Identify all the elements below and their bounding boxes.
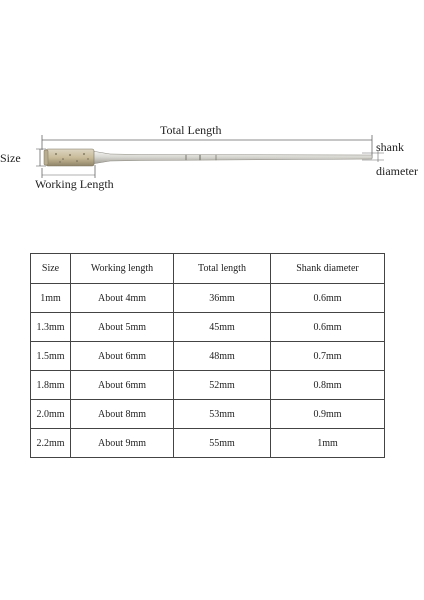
cell-working-length: About 4mm [71, 284, 174, 313]
cell-shank-diameter: 0.7mm [271, 342, 385, 371]
cell-size: 1.8mm [31, 371, 71, 400]
cell-shank-diameter: 0.6mm [271, 313, 385, 342]
table-row [31, 400, 385, 429]
cell-size: 2.2mm [31, 429, 71, 458]
cell-total-length: 36mm [174, 284, 271, 313]
cell-shank-diameter: 1mm [271, 429, 385, 458]
header-shank-diameter: Shank diameter [271, 254, 385, 284]
drill-bit-diagram [0, 0, 424, 210]
cell-total-length: 53mm [174, 400, 271, 429]
cell-working-length: About 5mm [71, 313, 174, 342]
drill-bit-shank [92, 151, 372, 164]
table-row [31, 429, 385, 458]
cell-size: 1.5mm [31, 342, 71, 371]
table-row [31, 313, 385, 342]
cell-working-length: About 6mm [71, 342, 174, 371]
size-label: Size [0, 151, 21, 165]
cell-size: 2.0mm [31, 400, 71, 429]
header-size: Size [31, 254, 71, 284]
working-length-label: Working Length [35, 177, 114, 191]
spec-table [30, 253, 385, 458]
cell-working-length: About 6mm [71, 371, 174, 400]
cell-size: 1.3mm [31, 313, 71, 342]
cell-total-length: 55mm [174, 429, 271, 458]
diameter-label: diameter [376, 164, 418, 178]
cell-shank-diameter: 0.8mm [271, 371, 385, 400]
cell-shank-diameter: 0.6mm [271, 284, 385, 313]
table-row [31, 284, 385, 313]
cell-size: 1mm [31, 284, 71, 313]
table-header-row [31, 254, 385, 284]
table-row [31, 342, 385, 371]
cell-working-length: About 9mm [71, 429, 174, 458]
table-row [31, 371, 385, 400]
header-total-length: Total length [174, 254, 271, 284]
cell-shank-diameter: 0.9mm [271, 400, 385, 429]
drill-bit-tip [44, 149, 94, 166]
cell-total-length: 45mm [174, 313, 271, 342]
shank-label: shank [376, 140, 404, 154]
cell-total-length: 52mm [174, 371, 271, 400]
cell-working-length: About 8mm [71, 400, 174, 429]
cell-total-length: 48mm [174, 342, 271, 371]
header-working-length: Working length [71, 254, 174, 284]
total-length-label: Total Length [160, 123, 222, 137]
